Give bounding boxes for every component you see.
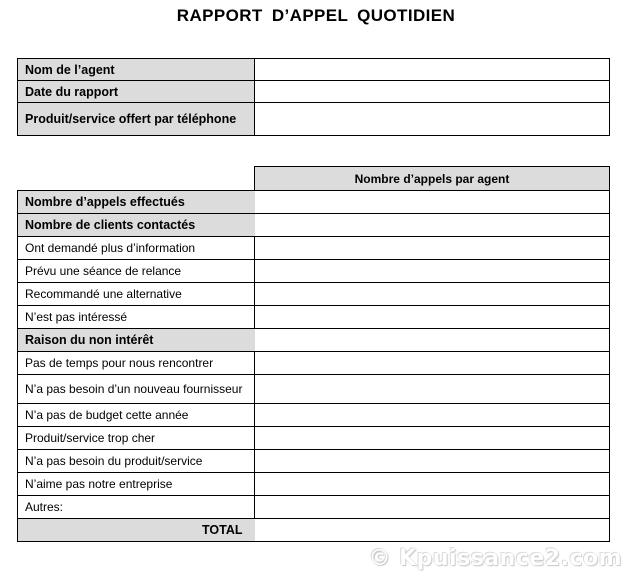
calls-report-table [17,166,610,542]
table-row [18,427,610,450]
row-value-cell[interactable] [255,450,610,473]
total-label: TOTAL [18,519,255,542]
row-value-cell[interactable] [255,237,610,260]
table-row [18,237,610,260]
row-label: Raison du non intérêt [18,329,255,352]
table-row [18,404,610,427]
table-row [18,306,610,329]
row-value-cell[interactable] [255,473,610,496]
report-date-field[interactable] [255,81,610,103]
row-value-cell[interactable] [255,496,610,519]
total-row [18,519,610,542]
watermark-text: © Kpuissance2.com [368,546,622,571]
row-label: Recommandé une alternative [18,283,255,306]
table-row [18,260,610,283]
row-value-cell[interactable] [255,214,610,237]
row-value-cell[interactable] [255,375,610,404]
row-label: Prévu une séance de relance [18,260,255,283]
row-label: Pas de temps pour nous rencontrer [18,352,255,375]
header-empty-cell [18,167,255,191]
row-label: Nombre de clients contactés [18,214,255,237]
row-value-cell[interactable] [255,260,610,283]
row-label: N’aime pas notre entreprise [18,473,255,496]
row-label: N’a pas de budget cette année [18,404,255,427]
page-title: RAPPORT D’APPEL QUOTIDIEN [176,6,456,25]
row-label: N’a pas besoin d’un nouveau fournisseur [18,375,255,404]
total-value-cell[interactable] [255,519,610,542]
table-row [18,283,610,306]
product-field[interactable] [255,103,610,136]
row-value-cell[interactable] [255,427,610,450]
row-value-cell[interactable] [255,329,610,352]
row-label: Ont demandé plus d’information [18,237,255,260]
row-label: N’est pas intéressé [18,306,255,329]
table-row [18,496,610,519]
table-row [18,473,610,496]
table-row [18,214,610,237]
product-label: Produit/service offert par téléphone [18,103,255,136]
row-value-cell[interactable] [255,283,610,306]
calls-per-agent-header: Nombre d’appels par agent [255,167,610,191]
row-value-cell[interactable] [255,404,610,427]
row-label: Produit/service trop cher [18,427,255,450]
agent-info-table [17,58,610,136]
row-value-cell[interactable] [255,191,610,214]
table-row [18,375,610,404]
info-row-agent-name [18,59,610,81]
table-row [18,352,610,375]
report-date-label: Date du rapport [18,81,255,103]
info-row-report-date [18,81,610,103]
table-row [18,329,610,352]
row-label: N’a pas besoin du produit/service [18,450,255,473]
calls-header-row [18,167,610,191]
table-row [18,450,610,473]
agent-name-label: Nom de l’agent [18,59,255,81]
table-row [18,191,610,214]
agent-name-field[interactable] [255,59,610,81]
row-label: Autres: [18,496,255,519]
info-row-product [18,103,610,136]
row-value-cell[interactable] [255,352,610,375]
row-value-cell[interactable] [255,306,610,329]
row-label: Nombre d’appels effectués [18,191,255,214]
